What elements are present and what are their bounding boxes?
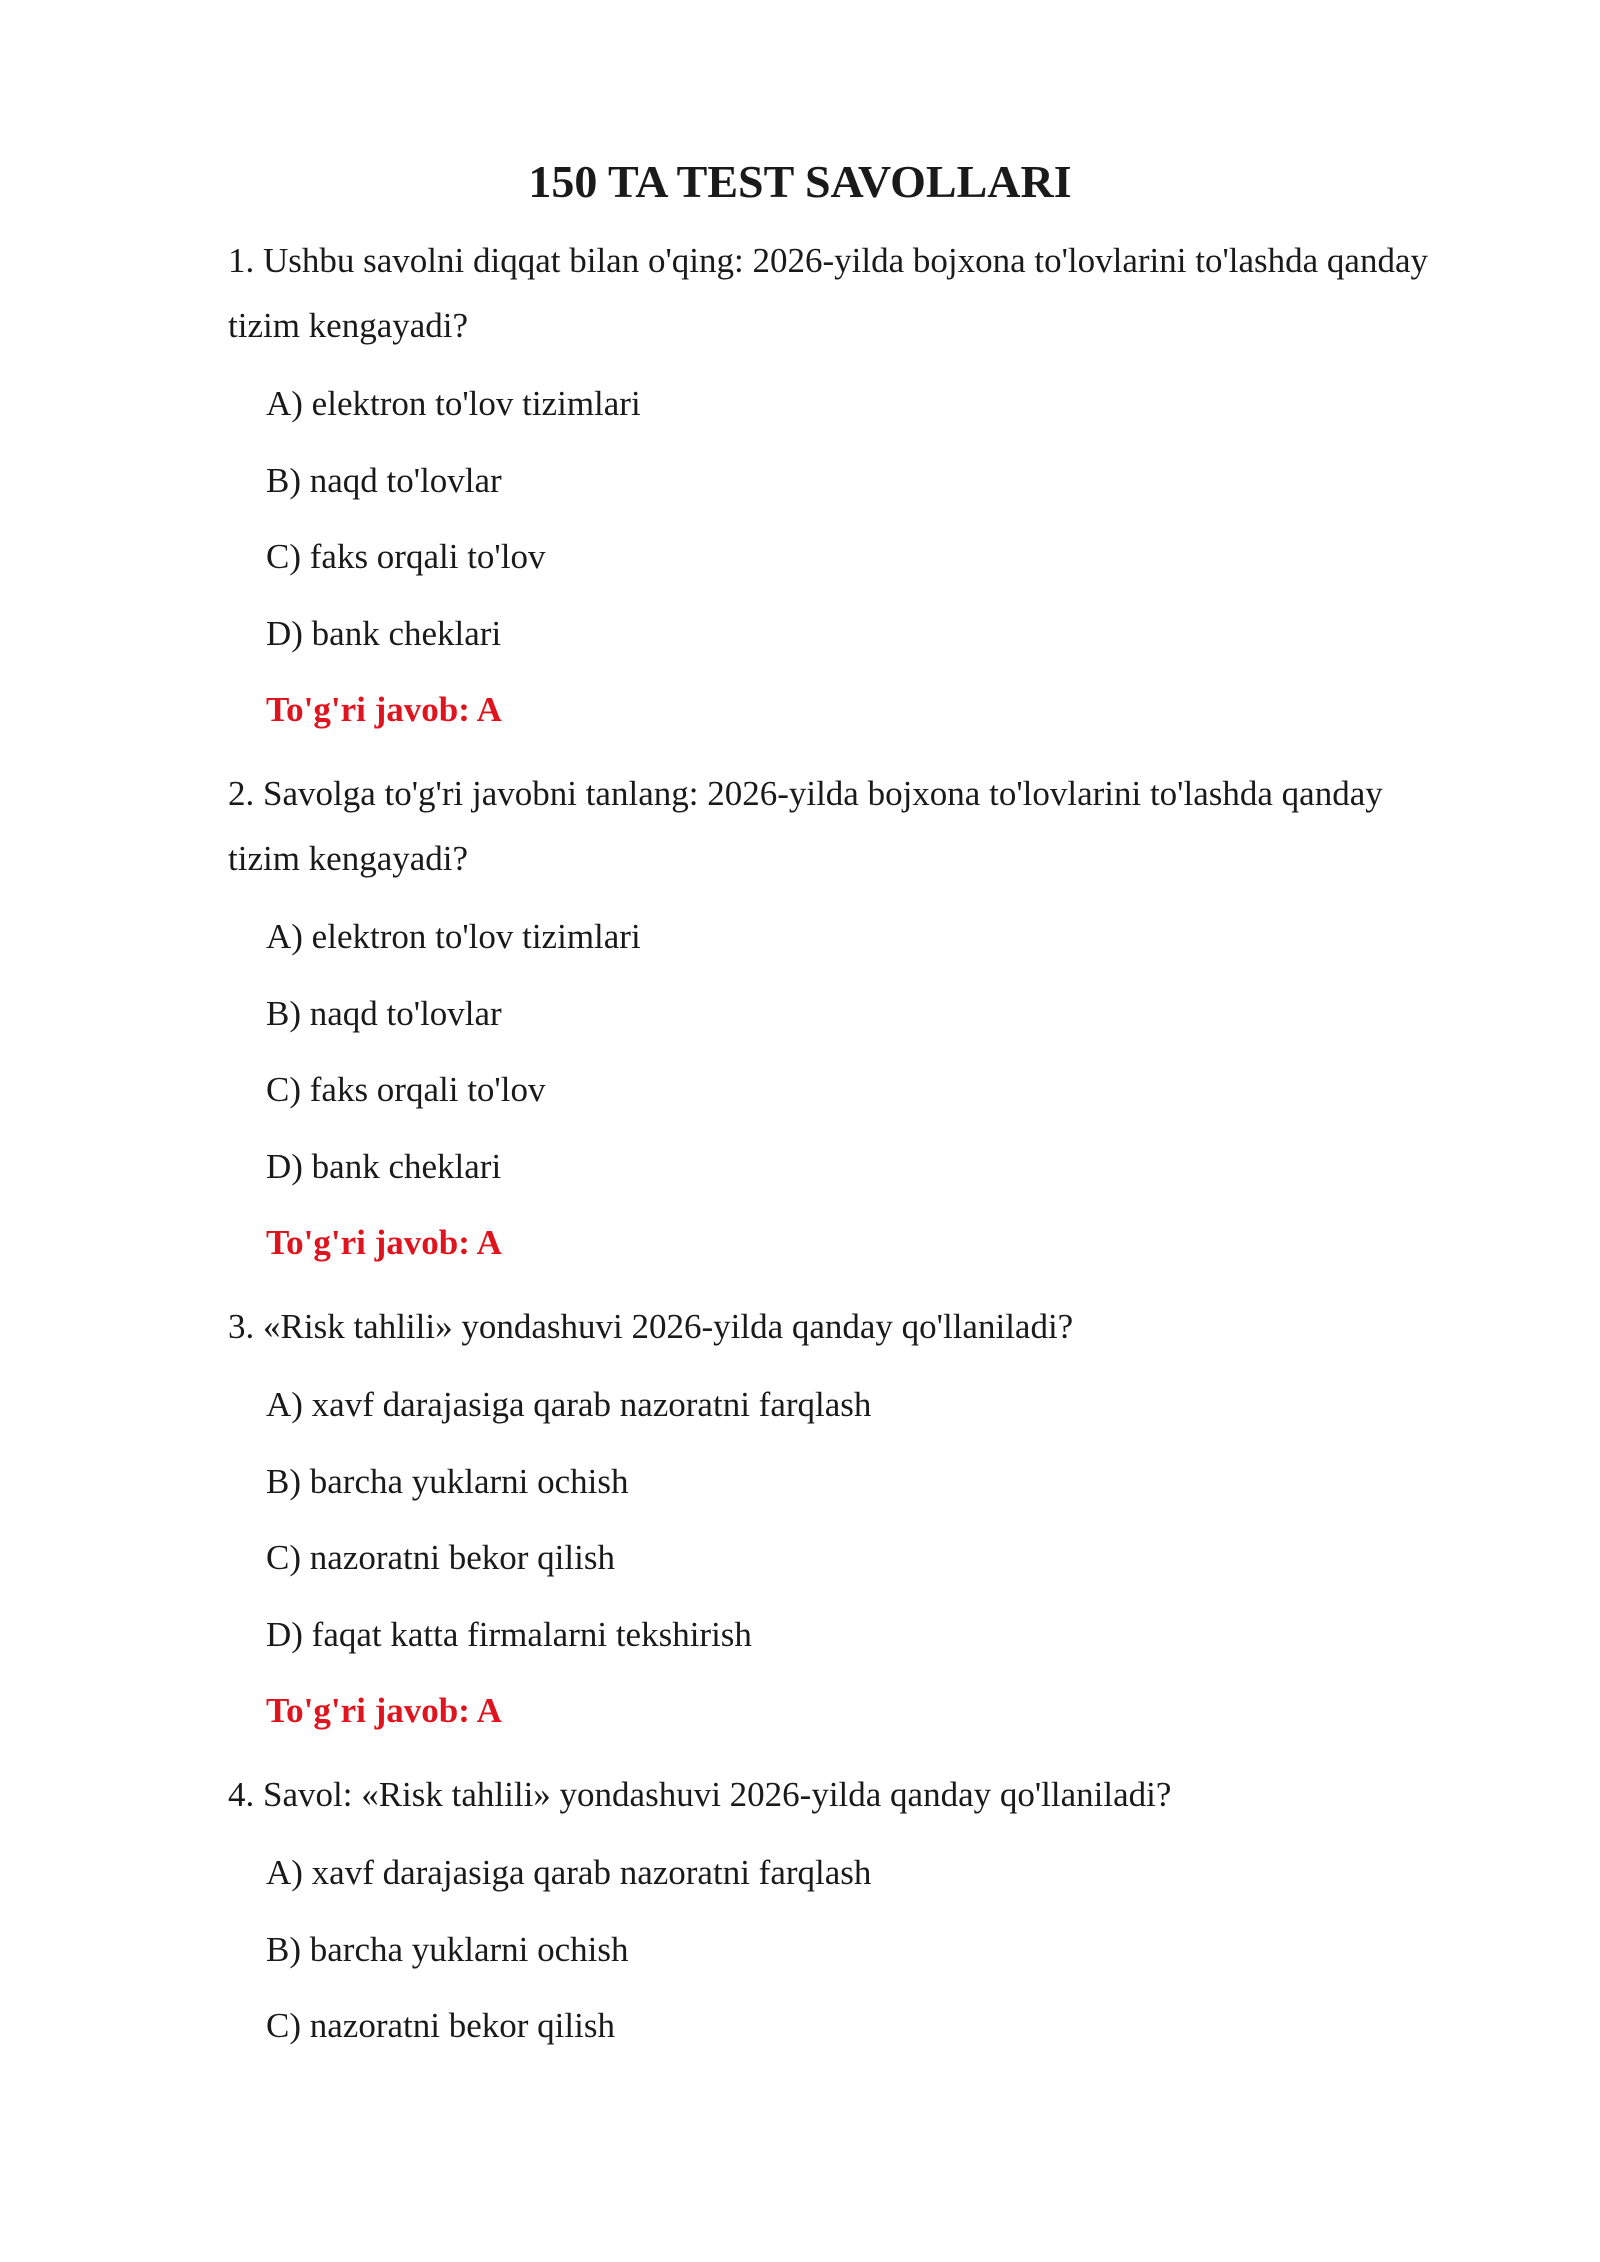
question-4 bbox=[228, 1762, 1460, 2046]
option-a: A) elektron to'lov tizimlari bbox=[266, 917, 641, 956]
question-text: 2. Savolga to'g'ri javobni tanlang: 2026-yilda bojxona to'lovlarini to'lashda qanday tizim kengayadi? bbox=[228, 774, 1383, 878]
option-c: C) nazoratni bekor qilish bbox=[266, 2006, 615, 2045]
correct-answer: To'g'ri javob: A bbox=[266, 1691, 502, 1730]
options-list bbox=[228, 384, 1460, 654]
option-a: A) xavf darajasiga qarab nazoratni farqlash bbox=[266, 1853, 872, 1892]
document-title: 150 TA TEST SAVOLLARI bbox=[528, 156, 1072, 207]
option-b: B) naqd to'lovlar bbox=[266, 993, 502, 1033]
options-list bbox=[228, 917, 1460, 1187]
options-list bbox=[228, 1385, 1460, 1655]
question-text: 4. Savol: «Risk tahlili» yondashuvi 2026-yilda qanday qo'llaniladi? bbox=[228, 1775, 1172, 1814]
question-text: 3. «Risk tahlili» yondashuvi 2026-yilda qanday qo'llaniladi? bbox=[228, 1307, 1074, 1346]
correct-answer: To'g'ri javob: A bbox=[266, 690, 502, 729]
option-c: C) faks orqali to'lov bbox=[266, 1070, 546, 1109]
options-list bbox=[228, 1853, 1460, 2046]
option-d: D) bank cheklari bbox=[266, 613, 502, 653]
option-b: B) naqd to'lovlar bbox=[266, 460, 502, 500]
option-d: D) faqat katta firmalarni tekshirish bbox=[266, 1614, 752, 1654]
option-b: B) barcha yuklarni ochish bbox=[266, 1461, 629, 1501]
question-1 bbox=[228, 228, 1460, 730]
option-a: A) elektron to'lov tizimlari bbox=[266, 384, 641, 423]
option-d: D) bank cheklari bbox=[266, 1146, 502, 1186]
option-c: C) nazoratni bekor qilish bbox=[266, 1538, 615, 1577]
question-text: 1. Ushbu savolni diqqat bilan o'qing: 2026-yilda bojxona to'lovlarini to'lashda qanday tizim kengayadi? bbox=[228, 241, 1428, 345]
question-3 bbox=[228, 1294, 1460, 1731]
question-2 bbox=[228, 761, 1460, 1263]
correct-answer: To'g'ri javob: A bbox=[266, 1223, 502, 1262]
option-a: A) xavf darajasiga qarab nazoratni farqlash bbox=[266, 1385, 872, 1424]
option-b: B) barcha yuklarni ochish bbox=[266, 1929, 629, 1969]
option-c: C) faks orqali to'lov bbox=[266, 537, 546, 576]
